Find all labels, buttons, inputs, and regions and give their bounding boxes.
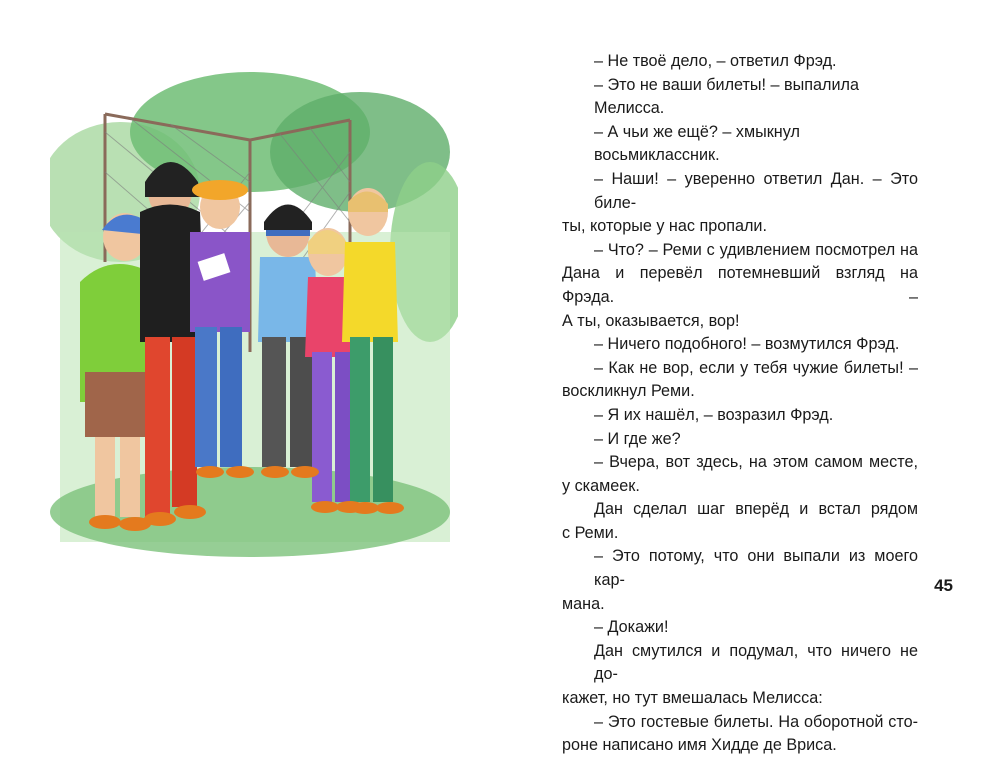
text-line: воскликнул Реми.	[562, 382, 695, 401]
text-line: – Это потому, что они выпали из моего кар-	[594, 547, 918, 590]
text-line: – Как не вор, если у тебя чужие билеты! –	[594, 358, 918, 377]
text-line: Дан сделал шаг вперёд и встал рядом	[594, 500, 918, 519]
text-line: – А чьи же ещё? – хмыкнул восьмиклассник.	[594, 122, 800, 165]
text-line: – Не твоё дело, – ответил Фрэд.	[594, 52, 837, 70]
text-line: с Реми.	[562, 523, 619, 542]
kids-at-fence-illustration	[50, 72, 458, 560]
text-line: ты, которые у нас пропали.	[562, 217, 767, 236]
text-line: – Это не ваши билеты! – выпалила Мелисса.	[594, 75, 859, 118]
text-line: – Я их нашёл, – возразил Фрэд.	[594, 405, 834, 424]
text-line: – И где же?	[594, 429, 681, 448]
page-number: 45	[934, 576, 953, 595]
text-line: – Ничего подобного! – возмутился Фрэд.	[594, 335, 900, 354]
text-line: – Это гостевые билеты. На оборотной сто-	[594, 712, 918, 731]
text-line: – Что? – Реми с удивлением посмотрел на	[594, 240, 918, 259]
text-line: кажет, но тут вмешалась Мелисса:	[562, 689, 823, 708]
text-line: мана.	[562, 594, 605, 613]
text-line: А ты, оказывается, вор!	[562, 311, 740, 330]
text-line: – Наши! – уверенно ответил Дан. – Это биле-	[594, 169, 918, 212]
text-line: Дан смутился и подумал, что ничего не до-	[594, 641, 918, 684]
text-line: роне написано имя Хидде де Вриса.	[562, 736, 837, 755]
text-line: – Вчера, вот здесь, на этом самом месте,	[594, 453, 918, 472]
text-line: у скамеек.	[562, 476, 640, 495]
illustration	[50, 72, 458, 560]
story-text	[562, 50, 918, 758]
text-line: – Докажи!	[594, 618, 669, 637]
text-line: Дана и перевёл потемневший взгляд на Фрэда. –	[562, 264, 918, 306]
